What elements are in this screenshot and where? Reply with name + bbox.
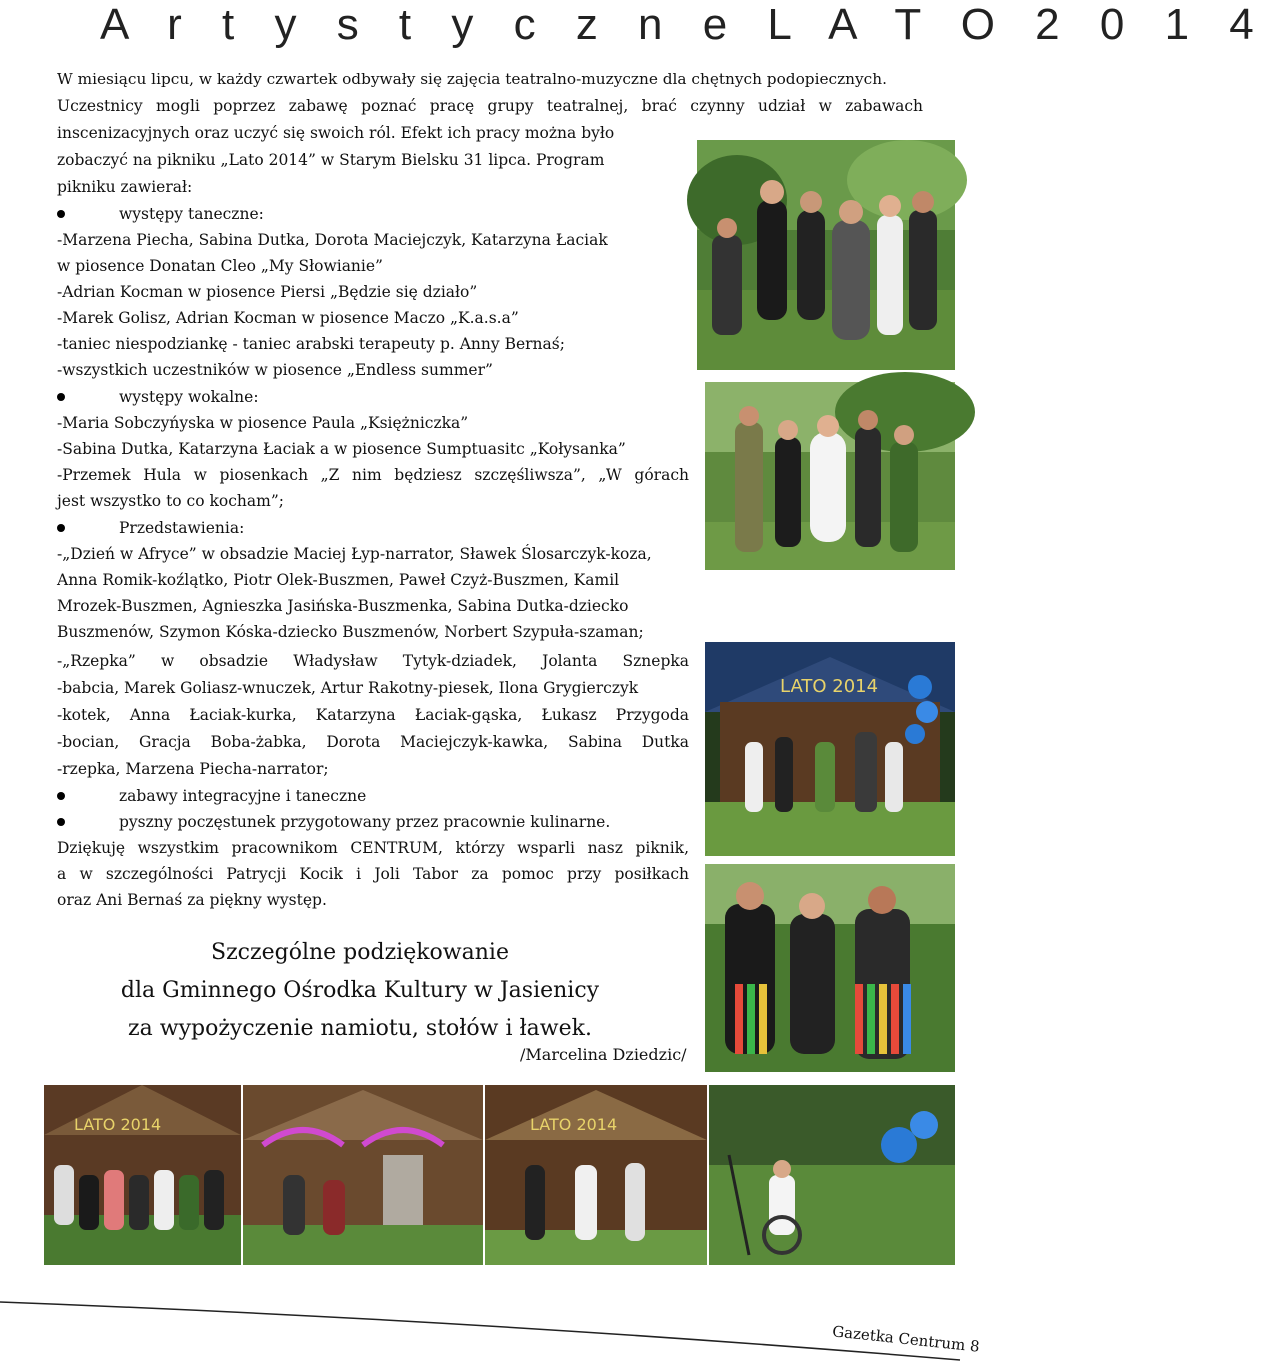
bullet-icon [57, 524, 65, 532]
banner-text: LATO 2014 [780, 676, 879, 697]
intro-line-2: Uczestnicy mogli poprzez zabawę poznać pracę grupy teatralnej, brać czynny udział w zabawach [57, 97, 923, 115]
plays-item: Anna Romik-koźlątko, Piotr Olek-Buszmen, Paweł Czyż-Buszmen, Kamil [57, 571, 620, 589]
photo-image [243, 1085, 483, 1265]
photo-image [709, 1085, 955, 1265]
closing-line-1: Dziękuję wszystkim pracownikom CENTRUM, którzy wsparli nasz piknik, [57, 839, 689, 857]
dance-heading: występy taneczne: [119, 205, 264, 223]
games-text: zabawy integracyjne i taneczne [119, 787, 367, 805]
closing-line-2: a w szczególności Patrycji Kocik i Joli Tabor za pomoc przy posiłkach [57, 865, 689, 883]
photo-dancers [485, 1085, 707, 1265]
plays-item: -rzepka, Marzena Piecha-narrator; [57, 760, 329, 778]
dance-item: w piosence Donatan Cleo „My Słowianie” [57, 257, 383, 275]
bullet-icon [57, 210, 65, 218]
banner-text: LATO 2014 [530, 1115, 618, 1134]
plays-item: -„Dzień w Afryce” w obsadzie Maciej Łyp-narrator, Sławek Ślosarczyk-koza, [57, 545, 652, 563]
photo-wheelchair [709, 1085, 955, 1265]
thanks-line-1: Szczególne podziękowanie [211, 940, 509, 965]
vocal-item: -Przemek Hula w piosenkach „Z nim będziesz szczęśliwsza”, „W górach [57, 466, 689, 484]
closing-line-3: oraz Ani Bernaś za piękny występ. [57, 891, 327, 909]
signature: /Marcelina Dziedzic/ [520, 1045, 687, 1064]
dance-item: -Marek Golisz, Adrian Kocman w piosence Maczo „K.a.s.a” [57, 309, 519, 327]
vocal-item: jest wszystko to co kocham”; [57, 492, 284, 510]
dance-item: -wszystkich uczestników w piosence „Endless summer” [57, 361, 493, 379]
photo-image [485, 1085, 707, 1265]
plays-item: Mrozek-Buszmen, Agnieszka Jasińska-Buszmenka, Sabina Dutka-dziecko [57, 597, 629, 615]
photo-image [705, 642, 955, 856]
photo-image [705, 382, 955, 570]
footer-curve [0, 1300, 960, 1360]
photo-costumes [705, 864, 955, 1072]
thanks-line-2: dla Gminnego Ośrodka Kultury w Jasienicy [120, 978, 600, 1003]
intro-line-1: W miesiącu lipcu, w każdy czwartek odbywały się zajęcia teatralno-muzyczne dla chętnych podopiecznych. [57, 70, 887, 88]
intro-line-3: inscenizacyjnych oraz uczyć się swoich ról. Efekt ich pracy można było [57, 124, 615, 142]
vocal-heading: występy wokalne: [119, 388, 259, 406]
plays-heading: Przedstawienia: [119, 519, 245, 537]
intro-line-4: zobaczyć na pikniku „Lato 2014” w Starym Bielsku 31 lipca. Program [57, 151, 605, 169]
bullet-icon [57, 393, 65, 401]
banner-text: LATO 2014 [74, 1115, 162, 1134]
plays-item: Buszmenów, Szymon Kóska-dziecko Buszmenów, Norbert Szypuła-szaman; [57, 623, 644, 641]
photo-group-tent [44, 1085, 241, 1265]
plays-item: -„Rzepka” w obsadzie Władysław Tytyk-dziadek, Jolanta Sznepka [57, 652, 689, 670]
photo-tent-scene [705, 642, 955, 856]
photo-image [705, 864, 955, 1072]
intro-line-5: pikniku zawierał: [57, 178, 193, 196]
food-text: pyszny poczęstunek przygotowany przez pracownie kulinarne. [119, 813, 611, 831]
photo-image [44, 1085, 241, 1265]
bullet-icon [57, 792, 65, 800]
footer-label: Gazetka Centrum 8 [831, 1322, 981, 1356]
photo-group-garden [697, 140, 955, 370]
dance-item: -Marzena Piecha, Sabina Dutka, Dorota Maciejczyk, Katarzyna Łaciak [57, 231, 608, 249]
photo-performers [705, 382, 955, 570]
thanks-line-3: za wypożyczenie namiotu, stołów i ławek. [128, 1016, 592, 1041]
plays-item: -babcia, Marek Goliasz-wnuczek, Artur Rakotny-piesek, Ilona Grygierczyk [57, 679, 639, 697]
plays-item: -kotek, Anna Łaciak-kurka, Katarzyna Łaciak-gąska, Łukasz Przygoda [57, 706, 689, 724]
photo-grill-area [243, 1085, 483, 1265]
bullet-icon [57, 818, 65, 826]
dance-item: -taniec niespodziankę - taniec arabski terapeuty p. Anny Bernaś; [57, 335, 565, 353]
photo-image [697, 140, 955, 370]
plays-item: -bocian, Gracja Boba-żabka, Dorota Maciejczyk-kawka, Sabina Dutka [57, 733, 689, 751]
vocal-item: -Sabina Dutka, Katarzyna Łaciak a w piosence Sumptuasitc „Kołysanka” [57, 440, 626, 458]
page-title: A r t y s t y c z n e L A T O 2 0 1 4 [100, 0, 1268, 49]
dance-item: -Adrian Kocman w piosence Piersi „Będzie się działo” [57, 283, 478, 301]
vocal-item: -Maria Sobczyńyska w piosence Paula „Księżniczka” [57, 414, 469, 432]
